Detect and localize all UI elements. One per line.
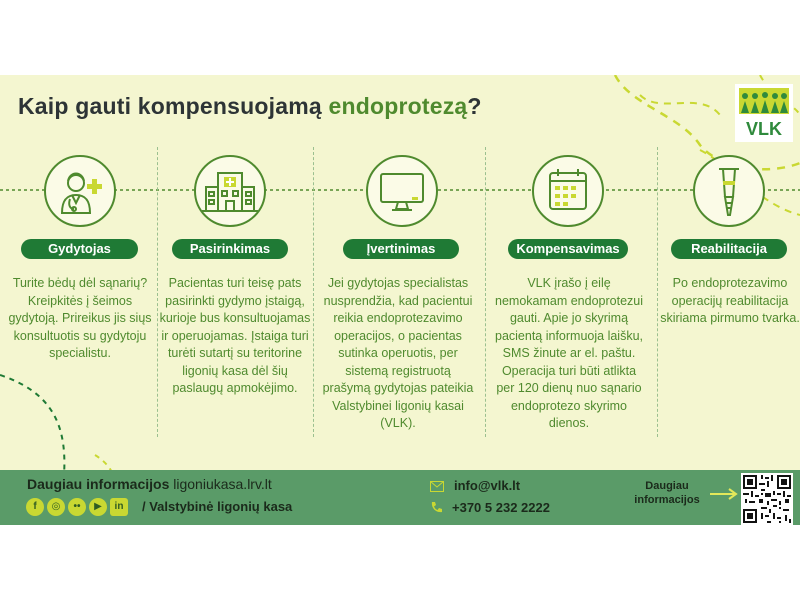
step-label-ivertinimas: Įvertinimas xyxy=(343,239,459,259)
step-icon-circle xyxy=(532,155,604,227)
column-divider xyxy=(313,147,314,437)
page-title: Kaip gauti kompensuojamą endoprotezą? xyxy=(18,93,482,119)
step-description-pasirinkimas: Pacientas turi teisę pats pasirinkti gydymo įstaigą, kurioje bus konsultuojamas ir operuojamas. Įstaiga turi turėti sutartį su teritorine ligonių kasa dėl šių paslaugų apmokėjimo. xyxy=(159,276,311,395)
more-info xyxy=(27,476,272,492)
flickr-icon[interactable]: •• xyxy=(68,498,86,516)
mail-icon xyxy=(430,481,444,492)
website-link[interactable]: ligoniukasa.lrv.lt xyxy=(173,476,272,492)
step-description-ivertinimas: Jei gydytojas specialistas nusprendžia, kad pacientui reikia endoprotezavimo operacijos, o pacientas sutinka operuotis, per sistemą registruotą prašymą gydytojas pateikia Valstybinei ligonių kasai (VLK). xyxy=(322,276,474,430)
step-description-gydytojas: Turite bėdų dėl sąnarių? Kreipkitės į šeimos gydytoją. Prireikus jis siųs konsultuotis su gydytoju specialistu. xyxy=(8,276,152,360)
organization-name: / Valstybinė ligonių kasa xyxy=(142,499,293,514)
more-info-label: Daugiau informacijos xyxy=(27,476,170,492)
infographic xyxy=(0,75,800,525)
facebook-icon[interactable]: f xyxy=(26,498,44,516)
qr-label: Daugiau informacijos xyxy=(634,480,700,506)
crutch-icon xyxy=(695,157,763,225)
calendar-icon xyxy=(534,157,602,225)
vlk-logo xyxy=(735,84,793,142)
hospital-icon xyxy=(196,157,264,225)
monitor-icon xyxy=(368,157,436,225)
phone-number[interactable]: +370 5 232 2222 xyxy=(452,500,550,515)
youtube-icon[interactable]: ▶ xyxy=(89,498,107,516)
column-divider xyxy=(485,147,486,437)
qr-code-icon xyxy=(741,473,793,525)
phone-icon xyxy=(430,501,442,514)
footer xyxy=(0,470,800,525)
vlk-logo-icon xyxy=(735,84,793,142)
step-icon-circle xyxy=(366,155,438,227)
qr-code[interactable] xyxy=(741,473,793,525)
step-label-reabilitacija: Reabilitacija xyxy=(671,239,787,259)
title-highlight: endoprotezą xyxy=(328,93,468,119)
step-icon-circle xyxy=(693,155,765,227)
step-description-reabilitacija: Po endoprotezavimo operacijų reabilitacija skiriama pirmumo tvarka. xyxy=(660,276,800,325)
contact-phone xyxy=(430,500,550,515)
social-links xyxy=(26,498,131,518)
step-label-gydytojas: Gydytojas xyxy=(21,239,138,259)
column-divider xyxy=(157,147,158,437)
contact-email xyxy=(430,478,520,493)
step-icon-circle xyxy=(194,155,266,227)
step-label-pasirinkimas: Pasirinkimas xyxy=(172,239,288,259)
step-label-kompensavimas: Kompensavimas xyxy=(508,239,628,259)
step-description-kompensavimas: VLK įrašo į eilę nemokamam endoprotezui gauti. Apie jo skyrimą pacientą informuoja laišku, SMS žinute ar el. paštu. Operacija turi būti atlikta per 120 dienų nuo sąnario endoprotezo skyrimo dienos. xyxy=(495,276,643,430)
linkedin-icon[interactable]: in xyxy=(110,498,128,516)
step-icon-circle xyxy=(44,155,116,227)
arrow-right-icon xyxy=(710,488,738,500)
instagram-icon[interactable]: ◎ xyxy=(47,498,65,516)
vlk-logo-text: VLK xyxy=(746,119,782,139)
email-link[interactable]: info@vlk.lt xyxy=(454,478,521,493)
doctor-icon xyxy=(46,157,114,225)
